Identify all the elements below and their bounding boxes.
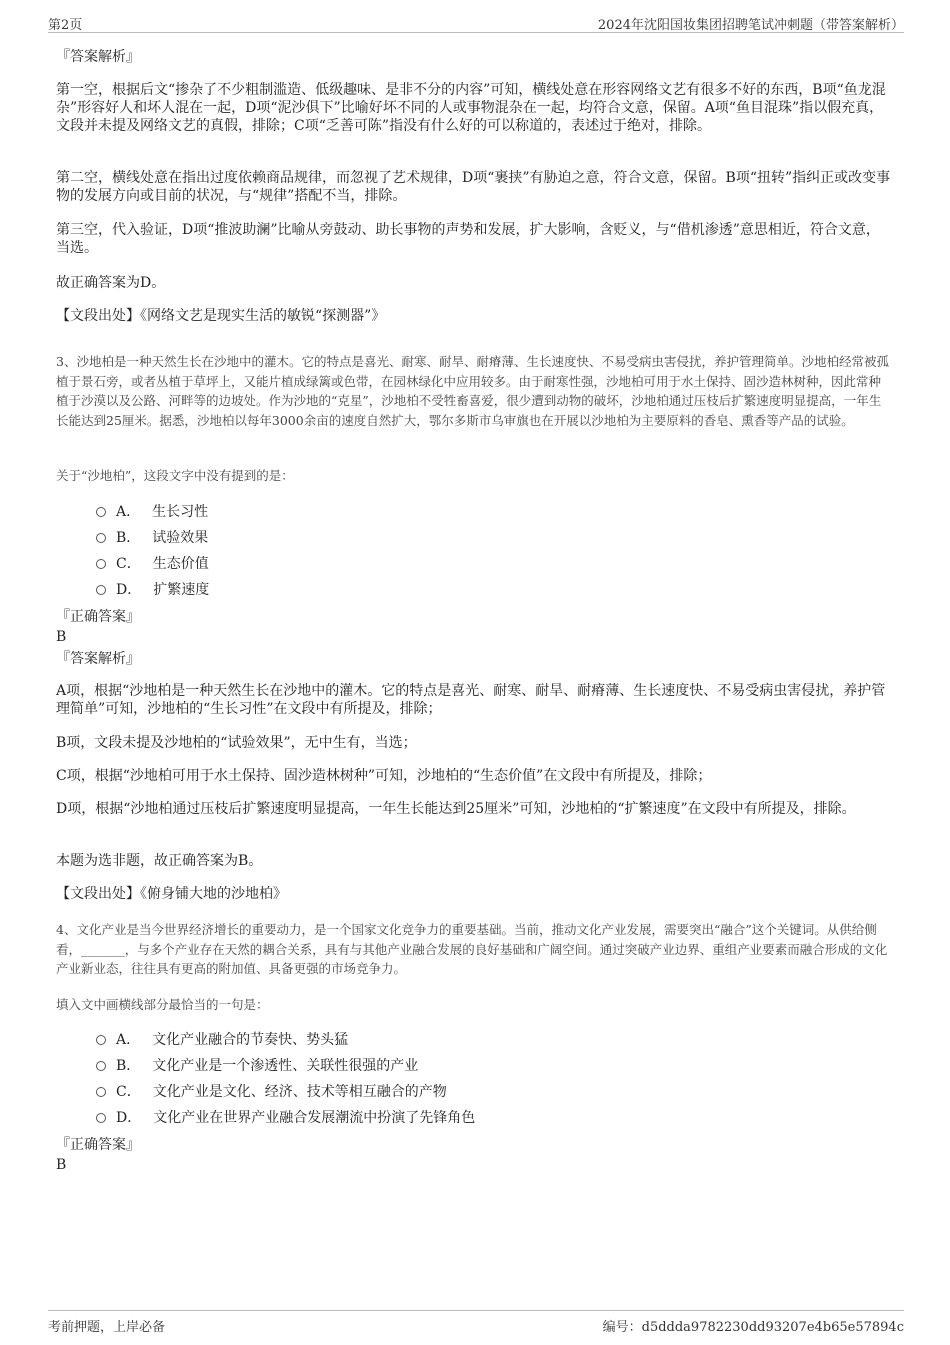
q4-answer-heading: 『正确答案』	[56, 1137, 140, 1153]
q3-option-a[interactable]: A． 生长习性	[96, 503, 208, 521]
page-number: 第2页	[48, 18, 83, 33]
footer-code	[603, 1316, 904, 1335]
q3-analysis-heading: 『答案解析』	[56, 651, 140, 667]
q3-analysis-a: A项，根据“沙地柏是一种天然生长在沙地中的灌木。它的特点是喜光、耐寒、耐旱、耐瘠薄、生长速度快、不易受病虫害侵扰，养护管理简单”可知，沙地柏的“生长习性”在文段中有所提及，排除；	[56, 683, 886, 717]
radio-icon[interactable]	[96, 1035, 106, 1045]
q3-source: 【文段出处】《俯身铺大地的沙地柏》	[56, 886, 287, 902]
q2-analysis-heading: 『答案解析』	[56, 49, 140, 65]
q4-answer: B	[56, 1157, 67, 1173]
q3-option-d[interactable]: D． 扩繁速度	[96, 581, 209, 599]
q4-option-d[interactable]: D． 文化产业在世界产业融合发展潮流中扮演了先锋角色	[96, 1109, 475, 1127]
q3-analysis-c: C项，根据“沙地柏可用于水土保持、固沙造林树种”可知，沙地柏的“生态价值”在文段中有所提及，排除；	[56, 768, 712, 784]
q3-analysis-b: B项，文段未提及沙地柏的“试验效果”，无中生有，当选；	[56, 735, 417, 751]
q3-question: 关于“沙地柏”，这段文字中没有提到的是：	[56, 468, 294, 483]
radio-icon[interactable]	[96, 533, 106, 543]
footer-code-label: 编号：	[602, 1320, 642, 1335]
q2-analysis-para-2: 第二空，横线处意在指出过度依赖商品规律，而忽视了艺术规律，D项“裹挟”有胁迫之意，符合文意，保留。B项“扭转”指纠正或改变事物的发展方向或目前的状况，与“规律”搭配不当，排除。	[56, 170, 891, 204]
document-title: 2024年沈阳国妆集团招聘笔试冲刺题（带答案解析）	[597, 18, 904, 33]
radio-icon[interactable]	[96, 1113, 106, 1123]
q3-conclusion: 本题为选非题，故正确答案为B。	[56, 853, 263, 869]
radio-icon[interactable]	[96, 1061, 106, 1071]
q4-option-b[interactable]: B． 文化产业是一个渗透性、关联性很强的产业	[96, 1057, 418, 1075]
radio-icon[interactable]	[96, 585, 106, 595]
q2-conclusion: 故正确答案为D。	[56, 275, 166, 291]
q2-source: 【文段出处】《网络文艺是现实生活的敏锐“探测器”》	[56, 308, 386, 324]
q4-option-c[interactable]: C． 文化产业是文化、经济、技术等相互融合的产物	[96, 1083, 447, 1101]
q4-passage: 4、文化产业是当今世界经济增长的重要动力，是一个国家文化竞争力的重要基础。当前，推动文化产业发展，需要突出“融合”这个关键词。从供给侧看，_______，与多个产业存在天然的耦合关系，具有与其他产业融合发展的良好基础和广阔空间。通过突破产业边界、重组产业要素而融合形成的文化产业新业态，往往具有更高的附加值、具备更强的市场竞争力。	[56, 922, 888, 976]
radio-icon[interactable]	[96, 559, 106, 569]
q4-question: 填入文中画横线部分最恰当的一句是：	[56, 997, 269, 1012]
q3-option-b[interactable]: B． 试验效果	[96, 529, 208, 547]
radio-icon[interactable]	[96, 1087, 106, 1097]
page-footer	[48, 1310, 904, 1335]
footer-slogan: 考前押题，上岸必备	[48, 1320, 166, 1335]
radio-icon[interactable]	[96, 507, 106, 517]
q3-answer-heading: 『正确答案』	[56, 609, 140, 625]
q2-analysis-para-1: 第一空，根据后文“掺杂了不少粗制滥造、低级趣味、是非不分的内容”可知，横线处意在形容网络文艺有很多不好的东西，B项“鱼龙混杂”形容好人和坏人混在一起，D项“泥沙俱下”比喻好坏不同的人或事物混杂在一起，均符合文意，保留。A项“鱼目混珠”指以假充真，文段并未提及网络文艺的真假，排除；C项“乏善可陈”指没有什么好的可以称道的，表述过于绝对，排除。	[56, 82, 886, 134]
footer-code-value: d5ddda9782230dd93207e4b65e57894c	[641, 1320, 904, 1335]
q3-passage: 3、沙地柏是一种天然生长在沙地中的灌木。它的特点是喜光、耐寒、耐旱、耐瘠薄、生长速度快、不易受病虫害侵扰，养护管理简单。沙地柏经常被孤植于景石旁，或者丛植于草坪上，又能片植成绿篱或色带，在园林绿化中应用较多。由于耐寒性强，沙地柏可用于水土保持、固沙造林树种，因此常种植于沙漠以及公路、河畔等的边坡处。作为沙地的“克星”，沙地柏不受牲畜喜爱，很少遭到动物的破坏，沙地柏通过压枝后扩繁速度明显提高，一年生长能达到25厘米。据悉，沙地柏以每年3000余亩的速度自然扩大，鄂尔多斯市乌审旗也在开展以沙地柏为主要原料的香皂、熏香等产品的试验。	[56, 354, 889, 428]
page-header	[48, 12, 904, 33]
q3-answer: B	[56, 629, 67, 645]
q3-option-c[interactable]: C． 生态价值	[96, 555, 209, 573]
q2-analysis-para-3: 第三空，代入验证，D项“推波助澜”比喻从旁鼓动、助长事物的声势和发展，扩大影响，含贬义，与“借机渗透”意思相近，符合文意，当选。	[56, 222, 880, 256]
q4-option-a[interactable]: A． 文化产业融合的节奏快、势头猛	[96, 1031, 348, 1049]
q3-analysis-d: D项，根据“沙地柏通过压枝后扩繁速度明显提高，一年生长能达到25厘米”可知，沙地柏的“扩繁速度”在文段中有所提及，排除。	[56, 801, 856, 817]
